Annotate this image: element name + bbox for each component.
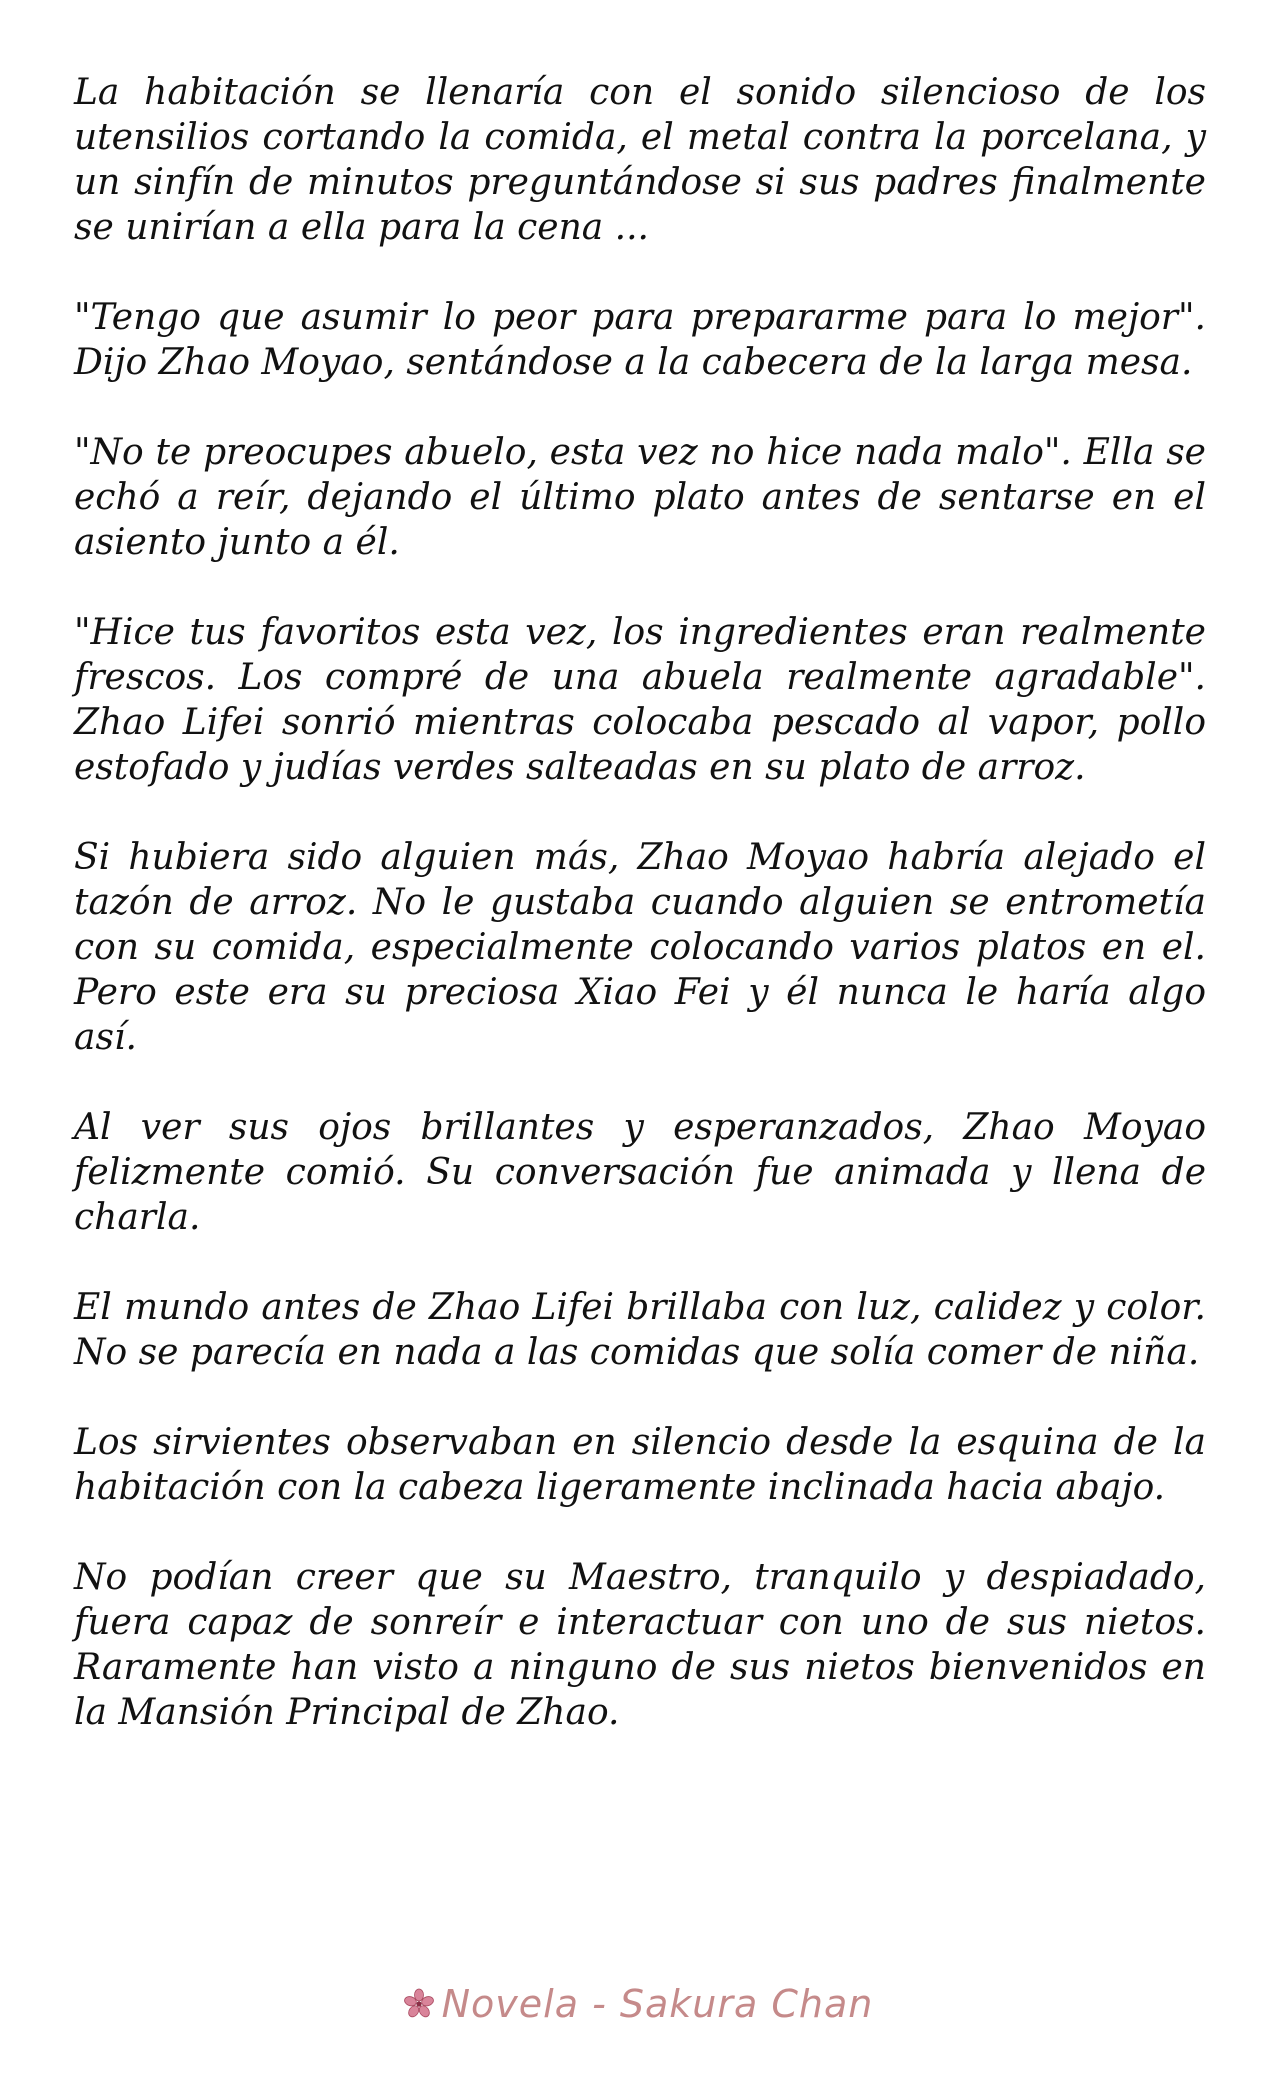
watermark-text: Novela - Sakura Chan (441, 1982, 874, 2026)
sakura-flower-icon (402, 1986, 436, 2020)
paragraph-8: Los sirvientes observaban en silencio desde la esquina de la habitación con la cabeza ligeramente inclinada hacia abajo. (74, 1422, 1206, 1508)
watermark (0, 1982, 1275, 2026)
paragraph-9: No podían creer que su Maestro, tranquilo y despiadado, fuera capaz de sonreír e interactuar con uno de sus nietos. Raramente han visto a ninguno de sus nietos bienvenidos en la Mansión Principal de Zhao. (74, 1557, 1206, 1733)
paragraph-4: "Hice tus favoritos esta vez, los ingredientes eran realmente frescos. Los compré de una abuela realmente agradable". Zhao Lifei sonrió mientras colocaba pescado al vapor, pollo estofado y judías verdes salteadas en su plato de arroz. (74, 612, 1206, 788)
paragraph-6: Al ver sus ojos brillantes y esperanzados, Zhao Moyao felizmente comió. Su conversación fue animada y llena de charla. (74, 1107, 1206, 1238)
paragraph-2: "Tengo que asumir lo peor para prepararme para lo mejor". Dijo Zhao Moyao, sentándose a la cabecera de la larga mesa. (74, 297, 1206, 383)
paragraph-5: Si hubiera sido alguien más, Zhao Moyao habría alejado el tazón de arroz. No le gustaba cuando alguien se entrometía con su comida, especialmente colocando varios platos en el. Pero este era su preciosa Xiao Fei y él nunca le haría algo así. (74, 837, 1206, 1058)
document-body (74, 70, 1206, 1780)
paragraph-7: El mundo antes de Zhao Lifei brillaba con luz, calidez y color. No se parecía en nada a las comidas que solía comer de niña. (74, 1287, 1206, 1373)
paragraph-1: La habitación se llenaría con el sonido silencioso de los utensilios cortando la comida, el metal contra la porcelana, y un sinfín de minutos preguntándose si sus padres finalmente se unirían a ella para la cena ... (74, 72, 1206, 248)
paragraph-3: "No te preocupes abuelo, esta vez no hice nada malo". Ella se echó a reír, dejando el último plato antes de sentarse en el asiento junto a él. (74, 432, 1206, 563)
